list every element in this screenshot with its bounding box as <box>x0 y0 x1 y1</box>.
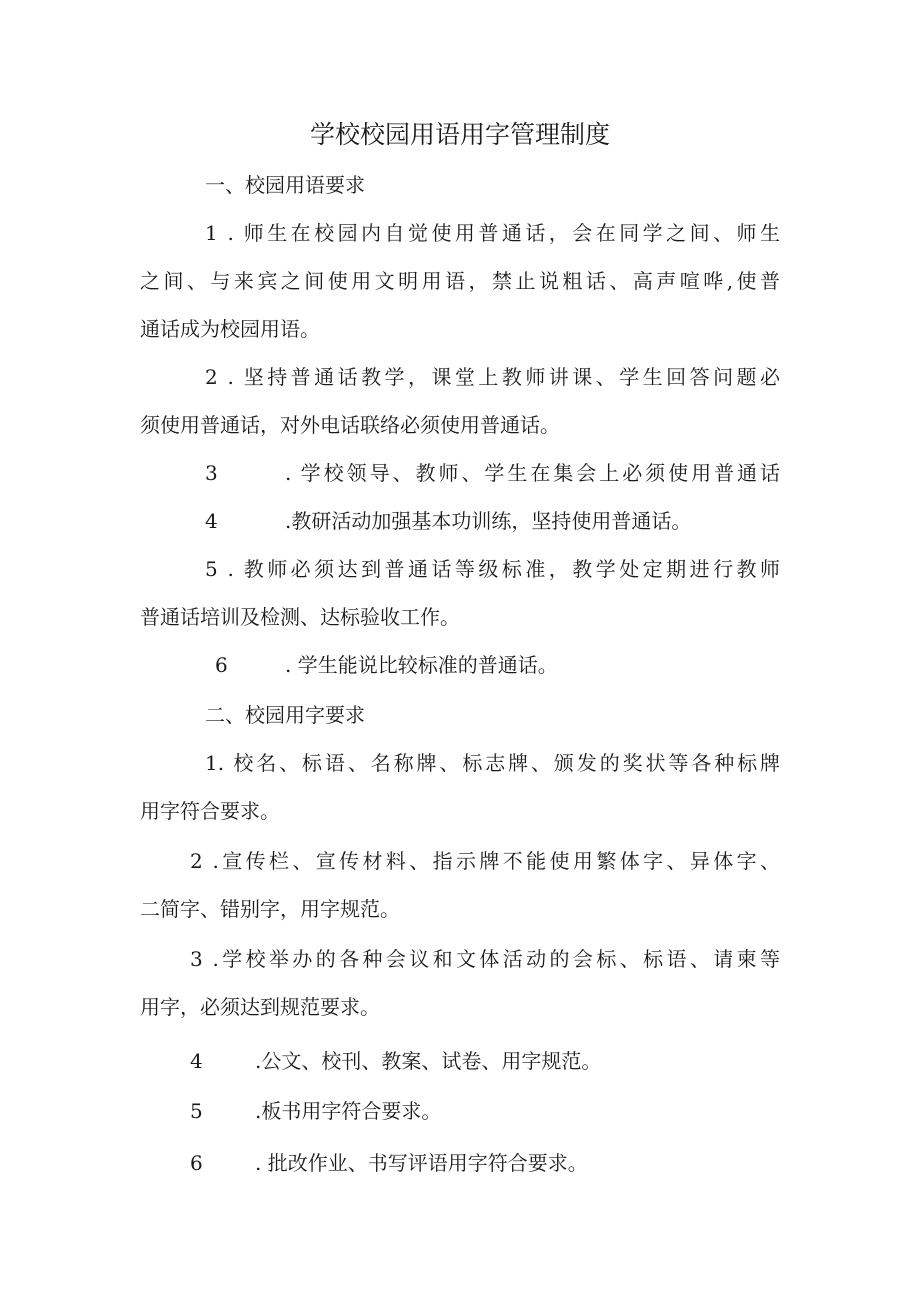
paragraph-2-2-line-1: 2 .宣传栏、宣传材料、指示牌不能使用繁体字、异体字、 <box>190 849 780 873</box>
paragraph-2-1-line-2: 用字符合要求。 <box>140 799 280 823</box>
paragraph-1-1-line-3: 通话成为校园用语。 <box>140 317 320 341</box>
paragraph-1-1-line-2: 之间、与来宾之间使用文明用语，禁止说粗话、高声喧哗,使普 <box>140 269 780 293</box>
item-number-1-3: 3 <box>205 461 218 485</box>
section-heading-2: 二、校园用字要求 <box>205 703 365 727</box>
item-number-1-6: 6 <box>215 653 228 677</box>
item-number-2-6: 6 <box>190 1151 203 1175</box>
paragraph-2-3-line-2: 用字，必须达到规范要求。 <box>140 995 380 1019</box>
paragraph-1-5-line-1: 5 . 教师必须达到普通话等级标准，教学处定期进行教师 <box>205 557 780 581</box>
item-number-1-4: 4 <box>205 509 218 533</box>
section-heading-1: 一、校园用语要求 <box>205 173 365 197</box>
paragraph-2-4: .公文、校刊、教案、试卷、用字规范。 <box>255 1049 602 1073</box>
paragraph-2-2-line-2: 二简字、错别字，用字规范。 <box>140 897 400 921</box>
paragraph-1-4: .教研活动加强基本功训练，坚持使用普通话。 <box>285 509 692 533</box>
paragraph-1-3: . 学校领导、教师、学生在集会上必须使用普通话 <box>285 461 780 485</box>
document-title: 学校校园用语用字管理制度 <box>309 120 610 149</box>
paragraph-2-3-line-1: 3 .学校举办的各种会议和文体活动的会标、标语、请柬等 <box>190 947 780 971</box>
paragraph-1-6: . 学生能说比较标准的普通话。 <box>285 653 558 677</box>
item-number-2-5: 5 <box>190 1099 203 1123</box>
paragraph-1-2-line-2: 须使用普通话，对外电话联络必须使用普通话。 <box>140 413 560 437</box>
paragraph-1-5-line-2: 普通话培训及检测、达标验收工作。 <box>140 605 460 629</box>
paragraph-2-6: . 批改作业、书写评语用字符合要求。 <box>255 1151 588 1175</box>
paragraph-1-2-line-1: 2 . 坚持普通话教学，课堂上教师讲课、学生回答问题必 <box>205 365 780 389</box>
paragraph-2-1-line-1: 1. 校名、标语、名称牌、标志牌、颁发的奖状等各种标牌 <box>205 751 780 775</box>
paragraph-1-1-line-1: 1 . 师生在校园内自觉使用普通话，会在同学之间、师生 <box>205 221 780 245</box>
item-number-2-4: 4 <box>190 1049 203 1073</box>
paragraph-2-5: .板书用字符合要求。 <box>255 1099 442 1123</box>
